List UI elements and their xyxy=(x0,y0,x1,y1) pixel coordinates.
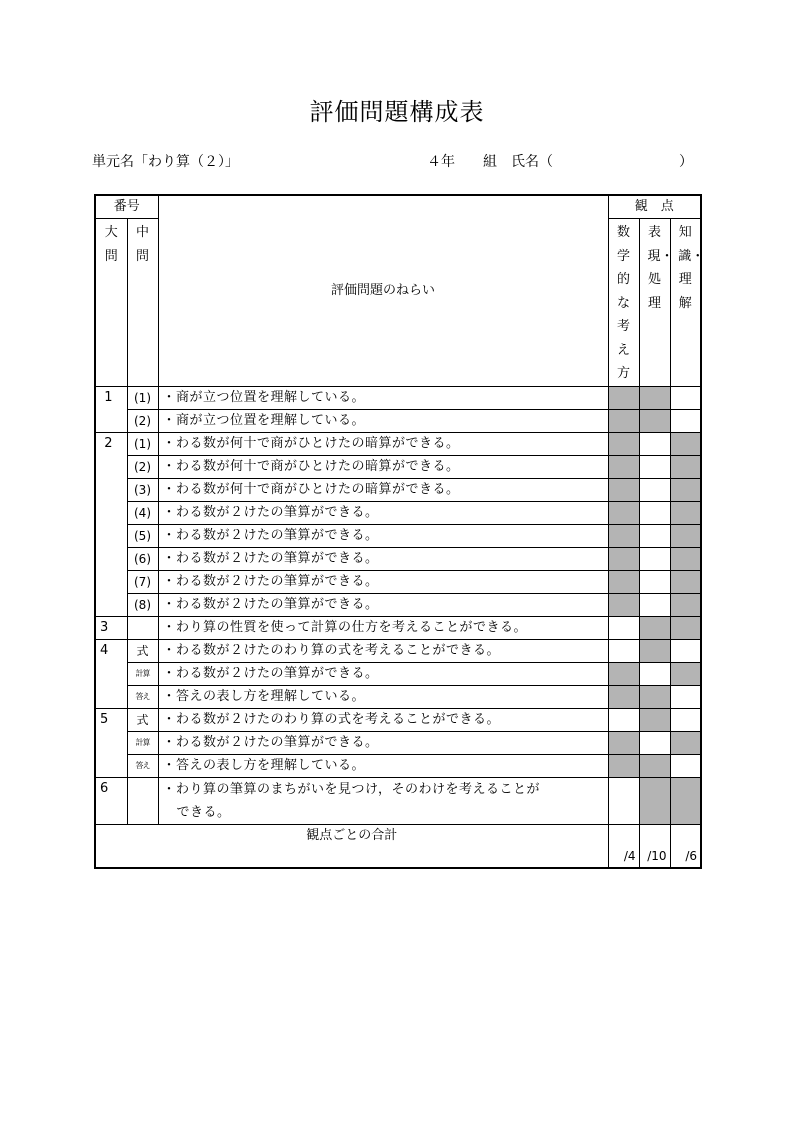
table-row xyxy=(95,455,701,478)
table-row xyxy=(95,593,701,616)
question-aim: ・わる数が２けたの筆算ができる。 xyxy=(158,524,608,547)
mid-question: 答え xyxy=(127,754,158,777)
viewpoint-cell-1 xyxy=(608,386,639,409)
viewpoint-cell-1 xyxy=(608,777,639,824)
question-aim-line2: できる。 xyxy=(176,804,231,820)
viewpoint-cell-3 xyxy=(670,754,701,777)
big-question: 2 xyxy=(95,432,127,616)
viewpoint-cell-2 xyxy=(639,432,670,455)
viewpoint-cell-1 xyxy=(608,570,639,593)
table-row xyxy=(95,708,701,731)
viewpoint-cell-3 xyxy=(670,662,701,685)
table-row xyxy=(95,501,701,524)
viewpoint-cell-1 xyxy=(608,547,639,570)
header-v1 xyxy=(608,219,639,387)
question-aim: ・商が立つ位置を理解している。 xyxy=(158,409,608,432)
mid-question: 計算 xyxy=(127,662,158,685)
viewpoint-cell-3 xyxy=(670,593,701,616)
viewpoint-cell-1 xyxy=(608,685,639,708)
mid-question xyxy=(127,616,158,639)
table-row xyxy=(95,432,701,455)
viewpoint-cell-2 xyxy=(639,455,670,478)
question-aim: ・わる数が何十で商がひとけたの暗算ができる。 xyxy=(158,455,608,478)
big-question: 1 xyxy=(95,386,127,432)
viewpoint-cell-3 xyxy=(670,685,701,708)
header-mid xyxy=(127,219,158,387)
mid-question: (2) xyxy=(127,455,158,478)
page-title: 評価問題構成表 xyxy=(309,98,485,126)
mid-question: (4) xyxy=(127,501,158,524)
question-aim: ・わる数が２けたの筆算ができる。 xyxy=(158,662,608,685)
viewpoint-cell-2 xyxy=(639,409,670,432)
viewpoint-cell-2 xyxy=(639,593,670,616)
big-question: 6 xyxy=(95,777,127,824)
mid-question: 式 xyxy=(127,708,158,731)
question-aim: ・わる数が２けたの筆算ができる。 xyxy=(158,570,608,593)
viewpoint-cell-2 xyxy=(639,570,670,593)
viewpoint-cell-2 xyxy=(639,616,670,639)
table-row xyxy=(95,386,701,409)
mid-question: (8) xyxy=(127,593,158,616)
table-row xyxy=(95,731,701,754)
table-row xyxy=(95,639,701,662)
table-row xyxy=(95,547,701,570)
question-aim: ・わる数が２けたの筆算ができる。 xyxy=(158,731,608,754)
total-v3: /6 xyxy=(670,824,701,868)
question-aim: ・わる数が何十で商がひとけたの暗算ができる。 xyxy=(158,478,608,501)
question-aim: ・わる数が２けたの筆算ができる。 xyxy=(158,501,608,524)
viewpoint-cell-2 xyxy=(639,478,670,501)
total-v2: /10 xyxy=(639,824,670,868)
big-question: 5 xyxy=(95,708,127,777)
viewpoint-cell-1 xyxy=(608,455,639,478)
viewpoint-cell-2 xyxy=(639,524,670,547)
question-aim: ・商が立つ位置を理解している。 xyxy=(158,386,608,409)
viewpoint-cell-3 xyxy=(670,777,701,824)
mid-question: (5) xyxy=(127,524,158,547)
viewpoint-cell-2 xyxy=(639,754,670,777)
question-aim: ・わる数が２けたのわり算の式を考えることができる。 xyxy=(158,708,608,731)
mid-question: 計算 xyxy=(127,731,158,754)
mid-question: (1) xyxy=(127,432,158,455)
header-v2-text: 表現・処理 xyxy=(647,225,674,311)
viewpoint-cell-1 xyxy=(608,662,639,685)
viewpoint-cell-3 xyxy=(670,386,701,409)
mid-question: (2) xyxy=(127,409,158,432)
question-aim: ・わる数が２けたの筆算ができる。 xyxy=(158,593,608,616)
header-big xyxy=(95,219,127,387)
big-question: 3 xyxy=(95,616,127,639)
viewpoint-cell-3 xyxy=(670,501,701,524)
viewpoint-cell-3 xyxy=(670,708,701,731)
question-aim: ・答えの表し方を理解している。 xyxy=(158,754,608,777)
total-v1: /4 xyxy=(608,824,639,868)
mid-question xyxy=(127,777,158,824)
viewpoint-cell-1 xyxy=(608,639,639,662)
header-v2 xyxy=(639,219,674,387)
viewpoint-cell-3 xyxy=(670,478,701,501)
viewpoint-cell-1 xyxy=(608,754,639,777)
viewpoint-cell-3 xyxy=(670,524,701,547)
question-aim: ・わる数が何十で商がひとけたの暗算ができる。 xyxy=(158,432,608,455)
mid-question: (6) xyxy=(127,547,158,570)
viewpoint-cell-1 xyxy=(608,708,639,731)
header-viewpoints: 観 点 xyxy=(608,195,701,219)
table-row xyxy=(95,409,701,432)
viewpoint-cell-2 xyxy=(639,777,670,824)
viewpoint-cell-3 xyxy=(670,455,701,478)
table-row xyxy=(95,685,701,708)
viewpoint-cell-1 xyxy=(608,501,639,524)
viewpoint-cell-1 xyxy=(608,731,639,754)
mid-question: 式 xyxy=(127,639,158,662)
viewpoint-cell-1 xyxy=(608,409,639,432)
table-row xyxy=(95,662,701,685)
mid-question: (7) xyxy=(127,570,158,593)
mid-question: (1) xyxy=(127,386,158,409)
viewpoint-cell-2 xyxy=(639,386,670,409)
header-aim: 評価問題のねらい xyxy=(158,195,608,386)
mid-question: (3) xyxy=(127,478,158,501)
viewpoint-cell-3 xyxy=(670,409,701,432)
question-aim-line1: ・わり算の筆算のまちがいを見つけ，そのわけを考えることが xyxy=(162,781,540,797)
viewpoint-cell-2 xyxy=(639,501,670,524)
header-big-text: 大問 xyxy=(104,225,118,264)
table-row xyxy=(95,777,701,824)
big-question: 4 xyxy=(95,639,127,708)
question-aim: ・答えの表し方を理解している。 xyxy=(158,685,608,708)
viewpoint-cell-1 xyxy=(608,478,639,501)
header-mid-text: 中問 xyxy=(135,225,149,264)
viewpoint-cell-2 xyxy=(639,685,670,708)
unit-name: 単元名「わり算（２）」 xyxy=(92,154,239,170)
header-v1-text: 数学的な考え方 xyxy=(616,225,630,381)
question-aim: ・わる数が２けたのわり算の式を考えることができる。 xyxy=(158,639,608,662)
question-aim: ・わる数が２けたの筆算ができる。 xyxy=(158,547,608,570)
header-v3 xyxy=(670,219,705,387)
viewpoint-cell-3 xyxy=(670,616,701,639)
viewpoint-cell-1 xyxy=(608,524,639,547)
viewpoint-cell-2 xyxy=(639,662,670,685)
table-row xyxy=(95,478,701,501)
viewpoint-cell-1 xyxy=(608,616,639,639)
viewpoint-cell-3 xyxy=(670,570,701,593)
table-row xyxy=(95,524,701,547)
viewpoint-cell-2 xyxy=(639,639,670,662)
mid-question: 答え xyxy=(127,685,158,708)
question-aim xyxy=(158,777,608,824)
viewpoint-cell-3 xyxy=(670,547,701,570)
viewpoint-cell-3 xyxy=(670,639,701,662)
header-v3-text: 知識・理解 xyxy=(678,225,705,311)
viewpoint-cell-3 xyxy=(670,731,701,754)
total-label: 観点ごとの合計 xyxy=(95,824,608,868)
viewpoint-cell-2 xyxy=(639,731,670,754)
question-aim: ・わり算の性質を使って計算の仕方を考えることができる。 xyxy=(158,616,608,639)
table-row xyxy=(95,616,701,639)
viewpoint-cell-1 xyxy=(608,593,639,616)
evaluation-table xyxy=(94,194,705,869)
total-row xyxy=(95,824,701,868)
header-number: 番号 xyxy=(95,195,158,219)
table-row xyxy=(95,570,701,593)
viewpoint-cell-1 xyxy=(608,432,639,455)
viewpoint-cell-2 xyxy=(639,708,670,731)
class-name-field[interactable]: ４年 組 氏名（ ） xyxy=(427,154,693,170)
table-row xyxy=(95,754,701,777)
viewpoint-cell-3 xyxy=(670,432,701,455)
viewpoint-cell-2 xyxy=(639,547,670,570)
